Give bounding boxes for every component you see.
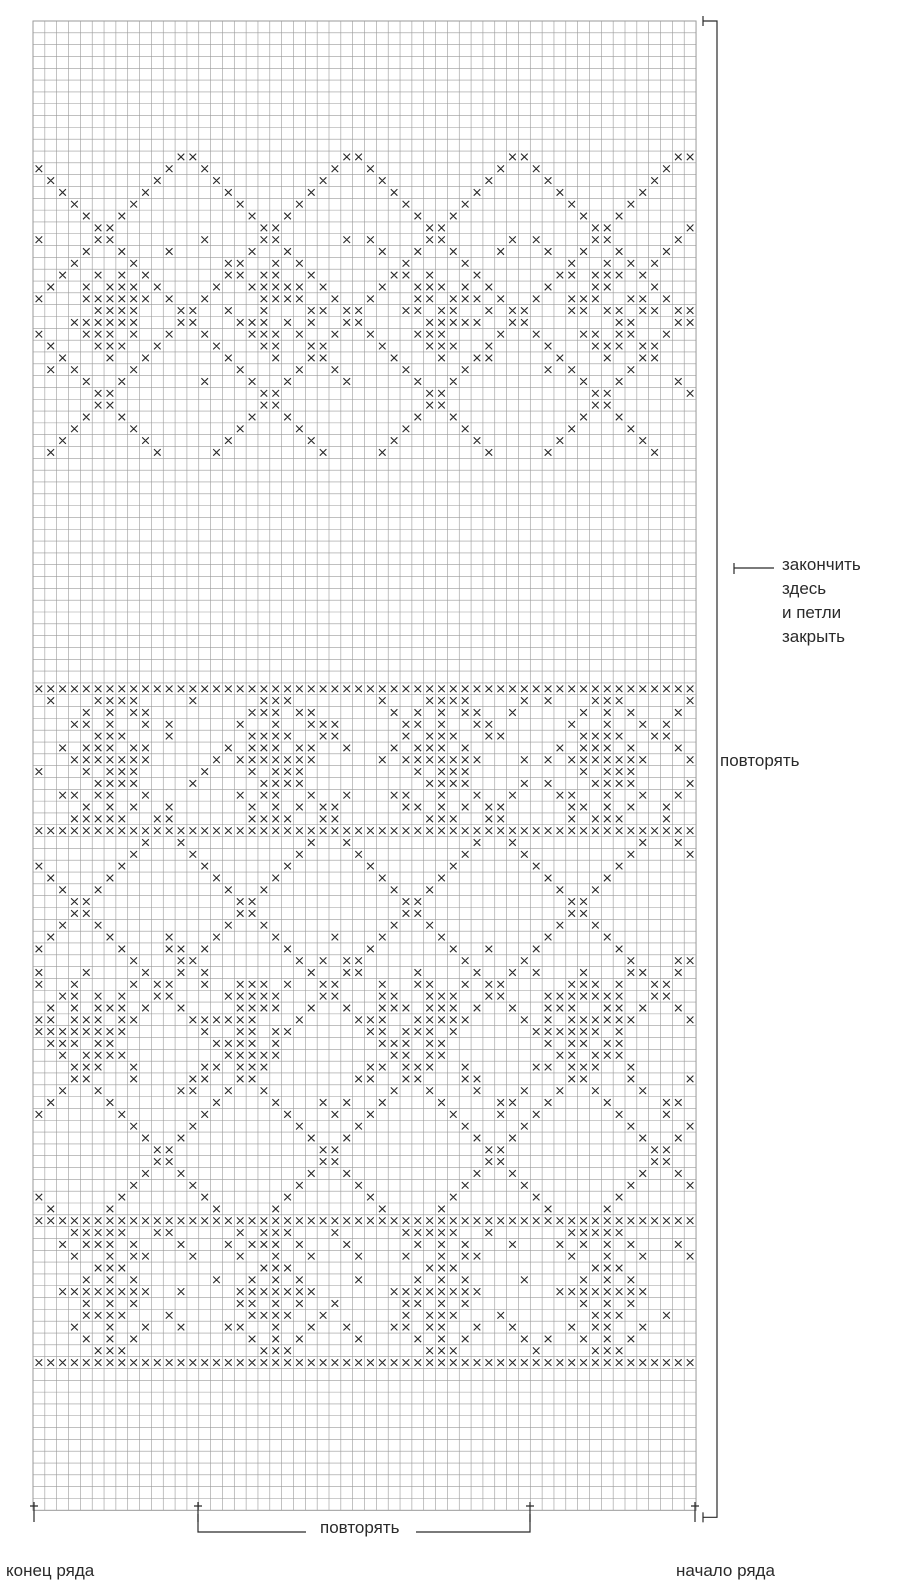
chart-grid xyxy=(33,21,696,1510)
dagger-repeat-left xyxy=(194,1502,202,1522)
dagger-repeat-right xyxy=(526,1502,534,1522)
right-bracket xyxy=(703,21,717,1517)
dagger-row-end xyxy=(30,1502,38,1522)
repeat-horizontal-label: повторять xyxy=(314,1516,405,1540)
row-start-label: начало ряда xyxy=(676,1561,775,1580)
finish-note-line-4: закрыть xyxy=(782,627,846,646)
finish-note xyxy=(782,553,861,649)
chart-brackets xyxy=(30,16,774,1532)
finish-note-line-2: здесь xyxy=(782,579,827,598)
grid-lines xyxy=(33,21,696,1510)
dagger-row-start xyxy=(691,1502,699,1522)
repeat-vertical-label: повторять xyxy=(720,751,800,770)
row-end-label: конец ряда xyxy=(6,1561,95,1580)
finish-pointer xyxy=(734,563,774,574)
finish-note-line-3: и петли xyxy=(782,603,842,622)
finish-note-line-1: закончить xyxy=(782,555,861,574)
